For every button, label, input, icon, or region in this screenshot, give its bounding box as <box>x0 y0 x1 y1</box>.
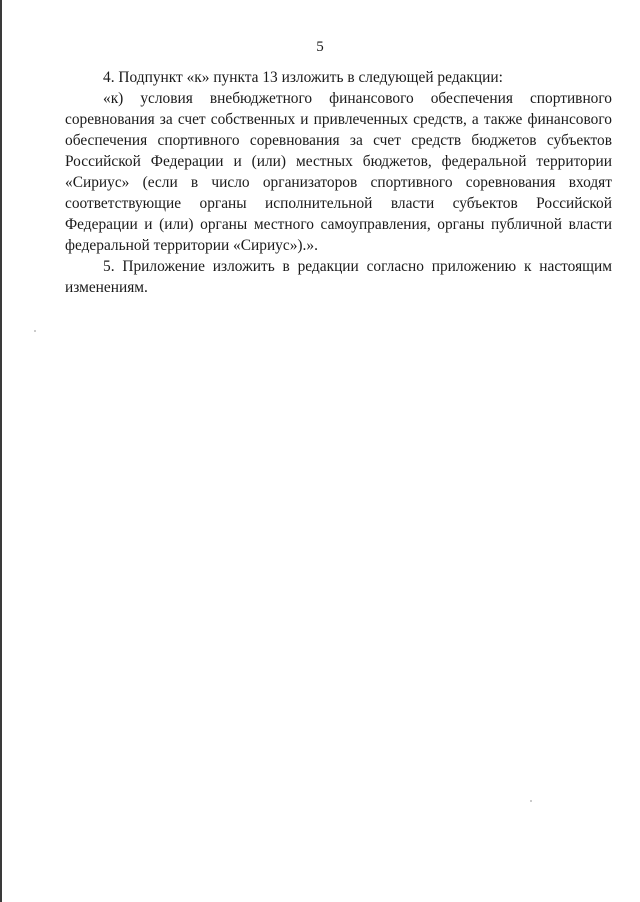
paragraph-item-5: 5. Приложение изложить в редакции согласно приложению к настоящим изменениям. <box>65 258 612 296</box>
paragraph-subitem-k-text: «к) условия внебюджетного финансового обеспечения спортивного соревнования за счет собственных и привлеченных средств, а также финансового обеспечения спортивного соревнования за счет средств бюджетов субъектов Российской Федерации и (или) местных бюджетов, федеральной территории «Сириус» (если в число организаторов спортивного соревнования входят соответствующие органы исполнительной власти субъектов Российской Федерации и (или) органы местного самоуправления, органы публичной власти федеральной территории «Сириус»).». <box>65 90 612 254</box>
page-number: 5 <box>316 39 324 55</box>
document-body <box>65 67 612 298</box>
scan-speck <box>530 800 532 802</box>
paragraph-item-4: 4. Подпункт «к» пункта 13 изложить в следующей редакции: <box>103 69 503 86</box>
scan-left-edge <box>0 0 2 902</box>
scan-speck <box>34 330 36 332</box>
